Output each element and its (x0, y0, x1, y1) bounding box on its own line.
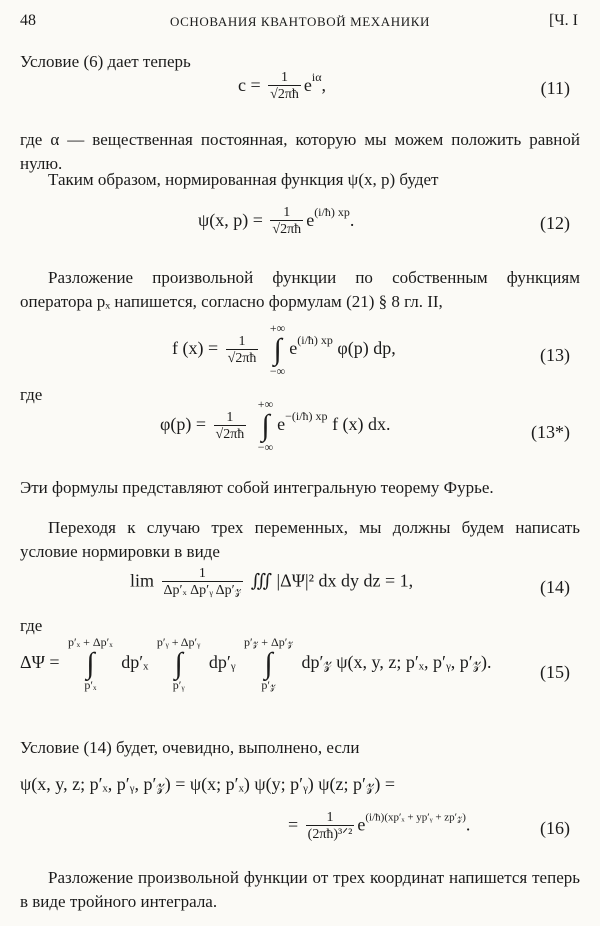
integral-sign: ∫ (264, 647, 273, 680)
integral-rest: ∭ |ΔΨ|² dx dy dz = 1, (250, 570, 414, 591)
equation-16-line1: ψ(x, y, z; p′ₓ, p′ᵧ, p′𝓏) = ψ(x; p′ₓ) ψ(y; p′ᵧ) ψ(z; p′𝓏) = (20, 774, 395, 794)
integral-sign: ∫ (273, 333, 282, 366)
integral (270, 322, 285, 378)
exp-base: e (289, 338, 298, 359)
exp-base: e (357, 814, 366, 835)
numerator: 1 (198, 566, 206, 581)
integral (157, 636, 200, 692)
integrand-rest: ψ(x, y, z; p′ₓ, p′ᵧ, p′𝓏). (336, 652, 492, 673)
lower-limit: p′𝓏 (261, 678, 276, 692)
integral (244, 636, 293, 692)
eq-lhs: φ(p) = (160, 414, 207, 435)
integral (258, 398, 273, 454)
paragraph: Эти формулы представляют собой интегральную теорему Фурье. (20, 478, 494, 497)
denominator: (2πħ)³ᐟ² (307, 827, 353, 842)
denominator: √2πħ (227, 350, 257, 366)
integral (68, 636, 113, 692)
paragraph: Таким образом, нормированная функция ψ(x, p) будет (48, 170, 439, 189)
fraction (214, 410, 247, 443)
paragraph-where: где (20, 616, 43, 635)
upper-limit: p′ᵧ + Δp′ᵧ (156, 635, 201, 649)
differential: dp′ₓ (121, 652, 149, 673)
lower-limit: p′ᵧ (172, 678, 185, 692)
differential: dp′𝓏 (301, 652, 332, 673)
eq-lhs: ψ(x, p) = (198, 210, 263, 230)
equation-number: (16) (540, 818, 570, 838)
fraction (268, 70, 301, 103)
exponent: (i/ħ) xp (314, 205, 350, 219)
eq-lhs: ΔΨ = (20, 652, 60, 673)
eq-equals: = (288, 814, 299, 835)
numerator: 1 (281, 70, 289, 86)
denominator: √2πħ (272, 222, 302, 238)
eq-lhs: lim (130, 570, 155, 591)
fraction (162, 566, 244, 599)
denominator: √2πħ (215, 426, 245, 442)
differential: dp′ᵧ (208, 652, 236, 673)
fraction (226, 334, 259, 367)
running-title: ОСНОВАНИЯ КВАНТОВОЙ МЕХАНИКИ (170, 14, 430, 29)
exp-base: e (277, 414, 286, 435)
equation-15 (20, 636, 492, 692)
eq-end: , (321, 75, 327, 95)
paragraph: Условие (14) будет, очевидно, выполнено, если (20, 738, 360, 757)
paragraph-where: где (20, 385, 43, 404)
upper-limit: +∞ (269, 321, 286, 335)
paragraph: Переходя к случаю трех переменных, мы должны будем написать условие нормировки в виде (20, 518, 580, 561)
paragraph: Разложение произвольной функции по собственным функциям оператора pₓ напишется, согласно формулам (21) § 8 гл. II, (20, 268, 580, 311)
exp-base: e (303, 75, 312, 95)
exp-base: e (306, 210, 315, 230)
page-number: 48 (20, 12, 36, 29)
exponent: −(i/ħ) xp (285, 409, 328, 424)
equation-13 (172, 322, 396, 378)
numerator: 1 (326, 810, 334, 825)
equation-12 (198, 205, 354, 238)
lower-limit: −∞ (269, 364, 286, 378)
eq-lhs: c = (238, 75, 261, 95)
integral-sign: ∫ (261, 409, 270, 442)
numerator: 1 (238, 333, 246, 349)
equation-14 (130, 566, 413, 599)
equation-number: (12) (540, 213, 570, 233)
paragraph: Условие (6) дает теперь (20, 52, 191, 71)
equation-number: (11) (540, 78, 570, 98)
equation-13-star (160, 398, 391, 454)
exponent: (i/ħ)(xp′ₓ + yp′ᵧ + zp′𝓏) (365, 811, 466, 824)
numerator: 1 (283, 205, 291, 221)
numerator: 1 (226, 409, 234, 425)
equation-number: (13*) (531, 422, 570, 442)
lower-limit: p′ₓ (84, 678, 97, 692)
lower-limit: −∞ (257, 440, 274, 454)
equation-11 (238, 70, 326, 103)
equation-number: (15) (540, 662, 570, 682)
denominator: √2πħ (270, 87, 299, 103)
eq-lhs: f (x) = (172, 338, 219, 359)
fraction (306, 810, 355, 843)
upper-limit: p′ₓ + Δp′ₓ (68, 635, 113, 649)
exponent: iα (311, 70, 322, 84)
equation-number: (14) (540, 577, 570, 597)
denominator: Δp′ₓ Δp′ᵧ Δp′𝓏 (163, 583, 242, 598)
paragraph: где α — вещественная постоянная, которую мы можем положить равной нулю. (20, 130, 580, 173)
equation-number: (13) (540, 345, 570, 365)
fraction (270, 205, 303, 238)
eq-end: . (349, 210, 355, 230)
eq-end: . (465, 814, 471, 835)
exponent: (i/ħ) xp (297, 333, 333, 348)
upper-limit: p′𝓏 + Δp′𝓏 (244, 635, 293, 649)
upper-limit: +∞ (257, 397, 274, 411)
paragraph: Разложение произвольной функции от трех координат напишется теперь в виде тройного интеграла. (20, 868, 580, 911)
integrand-rest: φ(p) dp, (337, 338, 396, 359)
integral-sign: ∫ (174, 647, 183, 680)
equation-16-line2 (288, 810, 470, 843)
integrand-rest: f (x) dx. (332, 414, 391, 435)
integral-sign: ∫ (86, 647, 95, 680)
chapter-mark: [Ч. I (548, 12, 578, 29)
